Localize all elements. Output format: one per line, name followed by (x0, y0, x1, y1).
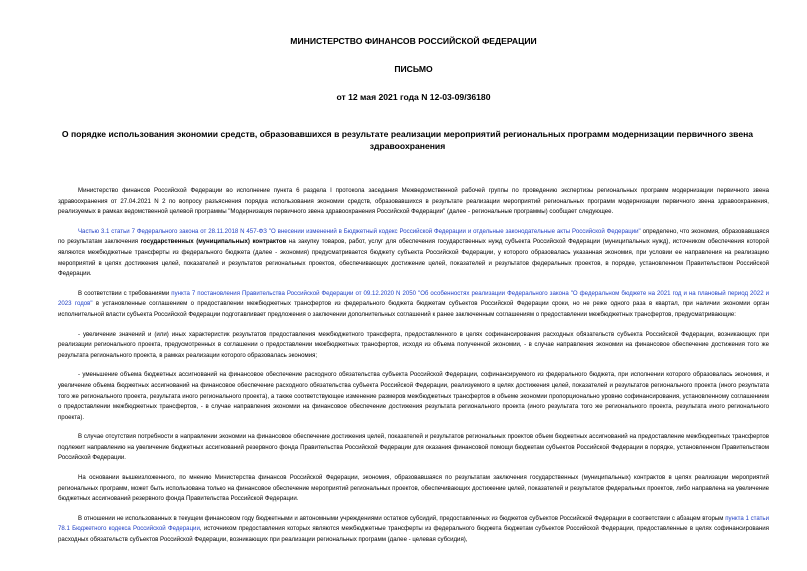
bold-text: государственных (муниципальных) контрактов (140, 238, 287, 246)
document-type: ПИСЬМО (394, 64, 433, 74)
paragraph-text: , источником предоставления которых являются межбюджетные трансферты из федерального бюджета бюджетам субъектов Российской Федерации, предоставленные в целях софинансирования расходных обязательств субъектов Российской Федерации, возникающих при реализации региональных программ (далее - целевая субсидия), (58, 525, 769, 544)
paragraph-increase-values: - увеличение значений и (или) иных характеристик результатов предоставления межбюджетного трансферта, предоставленного в целях софинансирования расходных обязательств субъекта Российской Федерации, возникающих при реализации регионального проекта, предусмотренных в соглашении о предоставлении межбюджетных трансфертов, исходя из объема полученной экономии, - в случае направления экономии на финансовое обеспечение достижения того же результата регионального проекта, в рамках реализации которого образовалась экономия; (58, 330, 769, 359)
paragraph-text: В соответствии с требованиями (78, 289, 172, 297)
paragraph-conclusion: На основании вышеизложенного, по мнению Министерства финансов Российской Федерации, экономия, образовавшаяся по результатам заключения государственных (муниципальных) контрактов в целях реализации мероприятий региональных программ, может быть использована только на финансовое обеспечение мероприятий региональных проектов, обеспечивающих достижение целей, показателей и результатов федеральных проектов, либо направлена на увеличение бюджетных ассигнований резервного фонда Правительства Российской Федерации. (58, 474, 769, 503)
paragraph-text: на закупку товаров, работ, услуг для обеспечения государственных нужд субъекта Российской Федерации (муниципальных нужд), источником обеспечения которой являются межбюджетные трансферты из федерального бюджета (далее - экономия) предусматривается бюджету субъекта Российской Федерации, у которого образовалась указанная экономия, при условии ее направления на реализацию мероприятий в целях достижения целей, показателей и результатов региональных проектов, обеспечивающих достижение целей, показателей и результатов федеральных проектов, в порядке, установленном Правительством Российской Федерации. (58, 238, 769, 278)
resolution-2050-link[interactable]: пункта 7 постановления Правительства Российской Федерации от 09.12.2020 N 2050 "Об особенностях реализации Федерального закона "О федеральном бюджете на 2021 год и на плановый период 2022 и 2023 годов" (58, 289, 770, 308)
paragraph-reserve-fund: В случае отсутствия потребности в направлении экономии на финансовое обеспечение достижения целей, показателей и результатов региональных проектов объем бюджетных ассигнований на предоставление межбюджетных трансфертов подлежит направлению на увеличение бюджетных ассигнований резервного фонда Правительства Российской Федерации для оказания финансовой помощи бюджетам субъектов Российской Федерации в порядке, установленном Правительством Российской Федерации. (58, 433, 769, 462)
paragraph-intro: Министерство финансов Российской Федерации во исполнение пункта 6 раздела I протокола заседания Межведомственной рабочей группы по проведению экспертизы региональных программ модернизации первичного звена здравоохранения от 27.04.2021 N 2 по вопросу разъяснения порядка использования экономии средств, образовавшихся в результате реализации мероприятий региональных программ модернизации первичного звена здравоохранения, реализуемых в рамках ведомственной целевой программы "Модернизация первичного звена здравоохранения Российской Федерации" (далее - региональные программы) сообщает следующее. (58, 187, 769, 216)
budget-code-link[interactable]: пункта 1 статьи 78.1 Бюджетного кодекса Российской Федерации (58, 514, 769, 533)
paragraph-unused-subsidies (58, 514, 769, 546)
document-date-number: от 12 мая 2021 года N 12-03-09/36180 (336, 92, 491, 102)
law-457-link[interactable]: Частью 3.1 статьи 7 Федерального закона от 28.11.2018 N 457-ФЗ "О внесении изменений в Бюджетный кодекс Российской Федерации и отдельные законодательные акты Российской Федерации" (78, 227, 641, 235)
paragraph-requirements (58, 289, 769, 321)
paragraph-text: В отношении не использованных в текущем финансовом году бюджетными и автономными учреждениями остатков субсидий, предоставленных из бюджетов субъектов Российской Федерации в соответствии с абзацем вторым (78, 514, 726, 522)
paragraph-decrease-allocations: - уменьшение объема бюджетных ассигнований на финансовое обеспечение расходного обязательства субъекта Российской Федерации, софинансируемого из федерального бюджета, при исполнении которого образовалась экономия, и увеличение объема бюджетных ассигнований на финансовое обеспечение расходного обязательства субъекта Российской Федерации, реализуемого в целях достижения целей, показателей и результатов регионального проекта (иного результата того же регионального проекта, результата иного регионального проекта), а также соответствующее изменение размеров межбюджетных трансфертов в объеме экономии пропорционально уровню софинансирования, установленному соглашением о предоставлении межбюджетных трансфертов, - в случае направления экономии на финансовое обеспечение достижения результата регионального проекта (иного результата того же регионального проекта, результата иного регионального проекта). (58, 371, 769, 421)
authority-heading: МИНИСТЕРСТВО ФИНАНСОВ РОССИЙСКОЙ ФЕДЕРАЦИИ (290, 36, 537, 46)
document-title: О порядке использования экономии средств, образовавшихся в результате реализации мероприятий региональных программ модернизации первичного звена здравоохранения (61, 129, 754, 151)
paragraph-text: в установленные соглашением о предоставлении межбюджетных трансфертов из федерального бюджета бюджетам субъектов Российской Федерации сроки, но не реже одного раза в квартал, при наличии экономии орган исполнительной власти субъекта Российской Федерации подготавливает предложения о заключении дополнительных соглашений к ранее заключенным соглашениям о предоставлении межбюджетных трансфертов, предусматривающие: (58, 300, 769, 318)
paragraph-text: определено, что экономия, образовавшаяся по результатам заключения (58, 227, 769, 246)
paragraph-economy-definition (58, 227, 769, 280)
